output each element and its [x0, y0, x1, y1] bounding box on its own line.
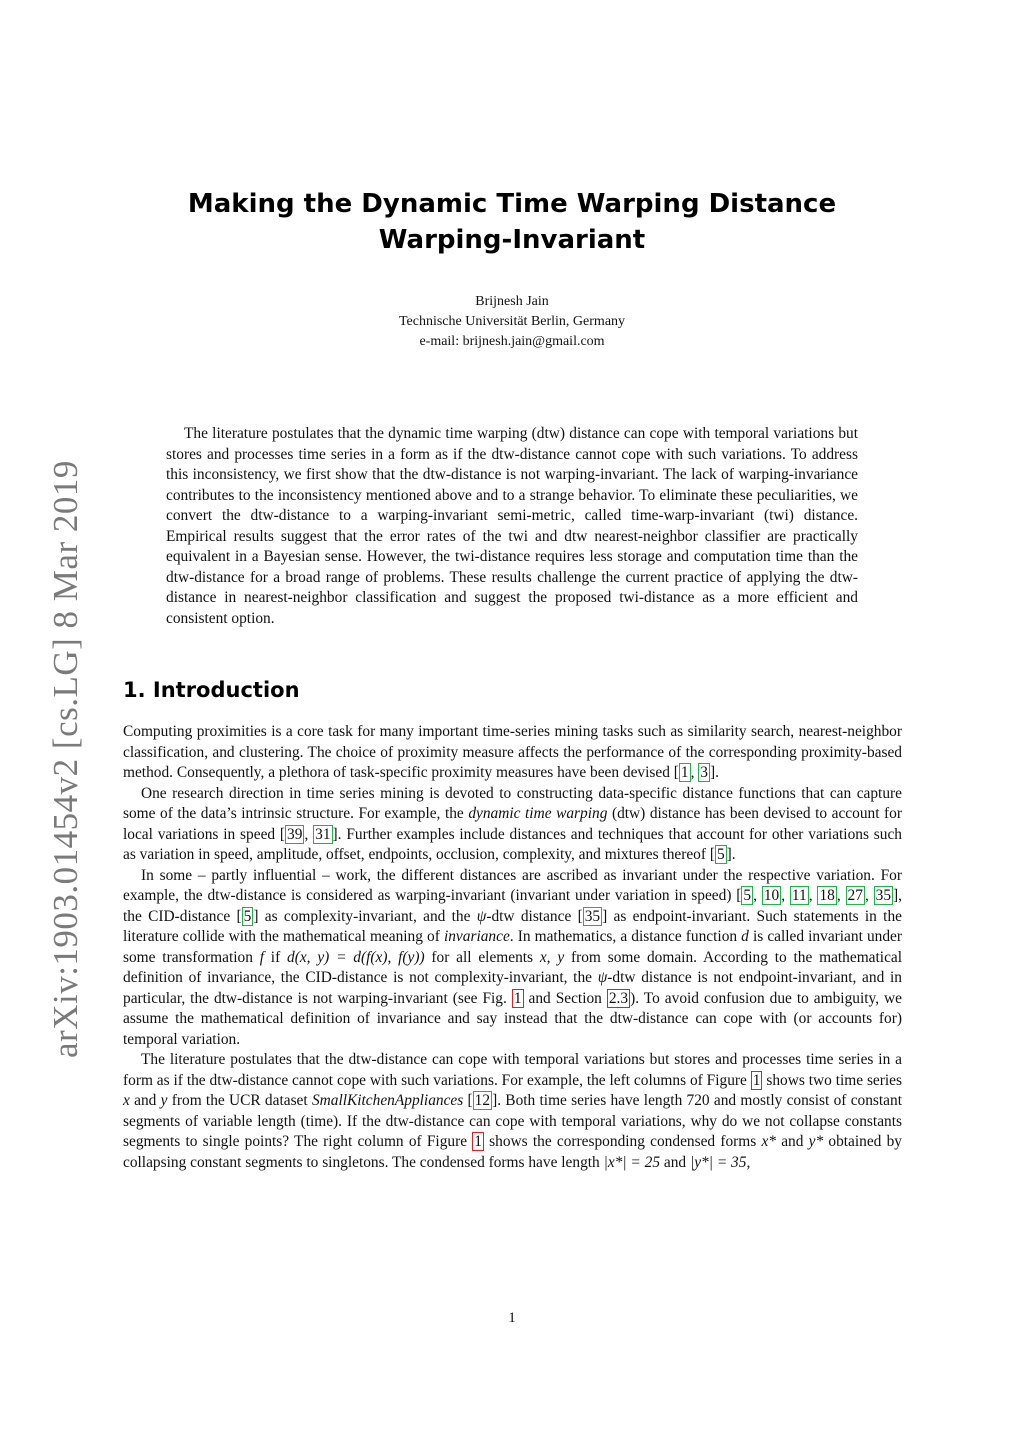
paragraph-2: One research direction in time series mining is devoted to constructing data-specific distance functions that can capture some of the data’s intrinsic structure. For example, the dynamic time warping (dtw) distance has been devised to account for local variations in speed [ 39 , 31 ]. Further examples include distances and techniques that account for other variations such as variation in speed, amplitude, offset, endpoints, occlusion, complexity, and mixtures thereof [ 5 ].	[123, 784, 902, 863]
title-line-1: Making the Dynamic Time Warping Distance	[187, 189, 837, 219]
paragraph-1: Computing proximities is a core task for many important time-series mining tasks such as similarity search, nearest-neighbor classification, and clustering. The choice of proximity measure affects the performance of the corresponding proximity-based method. Consequently, a plethora of task-specific proximity measures have been devised [ 1 , 3 ].	[123, 723, 902, 781]
citation-link[interactable]: 18	[819, 887, 835, 904]
paragraph-4: The literature postulates that the dtw-distance can cope with temporal variations but stores and processes time series in a form as if the dtw-distance cannot cope with such variations. For example, the left columns of Figure 1 shows two time series x and y from the UCR dataset SmallKitchenAppliances [ 12 ]. Both time series have length 720 and mostly consist of constant segments of variable length (time). If the dtw-distance can cope with temporal variations, why do we not collapse constants segments to single points? The right column of Figure 1 shows the corresponding condensed forms x* and y* obtained by collapsing constant segments to singletons. The condensed forms have length |x*| = 25 and |y*| = 35,	[123, 1051, 902, 1171]
citation-link[interactable]: 5	[243, 907, 252, 925]
figure-reference-link[interactable]: 1	[474, 1133, 482, 1150]
paper-title	[150, 186, 874, 258]
figure-reference-link[interactable]: 1	[513, 989, 522, 1007]
citation-link[interactable]: 3	[700, 764, 708, 781]
citation-link[interactable]: 27	[847, 887, 863, 904]
author-name: Brijnesh Jain	[475, 294, 549, 309]
paragraph-3: In some – partly influential – work, the different distances are ascribed as invariant under the respective variation. For example, the dtw-distance is considered as warping-invariant (invariant under variation in speed) [ 5 , 10 , 11 , 18 , 27 , 35 ], the CID-distance [ 5 ] as complexity-invariant, and the ψ-dtw distance [ 35 ] as endpoint-invariant. Such statements in the literature collide with the mathematical meaning of invariance. In mathematics, a distance function d is called invariant under some transformation f if d(x, y) = d(f(x), f(y)) for all elements x, y from some domain. According to the mathematical definition of invariance, the CID-distance is not complexity-invariant, the ψ-dtw distance is not endpoint-invariant, and in particular, the dtw-distance is not warping-invariant (see Fig. 1 and Section 2.3 ). To avoid confusion due to ambiguity, we assume the mathematical definition of invariance and say instead that the dtw-distance can cope with (or accounts for) temporal variation.	[123, 866, 903, 1048]
citation-link[interactable]: 35	[584, 907, 601, 925]
author-affiliation: Technische Universität Berlin, Germany	[398, 314, 626, 329]
arxiv-margin-stamp: arXiv:1903.01454v2 [cs.LG] 8 Mar 2019	[46, 460, 85, 1058]
citation-link[interactable]: 11	[791, 887, 807, 904]
section-heading-introduction: 1. Introduction	[123, 678, 300, 702]
author-email: e-mail: brijnesh.jain@gmail.com	[419, 334, 605, 349]
citation-link[interactable]: 31	[315, 825, 331, 843]
abstract: The literature postulates that the dynamic time warping (dtw) distance can cope with temporal variations but stores and processes time series in a form as if the dtw-distance cannot cope with such variations. To address this inconsistency, we first show that the dtw-distance is not warping-invariant. The lack of warping-invariance contributes to the inconsistency mentioned above and to a strange behavior. To eliminate these peculiarities, we convert the dtw-distance to a warping-invariant semi-metric, called time-warp-invariant (twi) distance. Empirical results suggest that the error rates of the twi and dtw nearest-neighbor classifier are practically equivalent in a Bayesian sense. However, the twi-distance requires less storage and computation time than the dtw-distance for a broad range of problems. These results challenge the current practice of applying the dtw-distance in nearest-neighbor classification and suggest the proposed twi-distance as a more efficient and consistent option.	[166, 425, 858, 627]
citation-link[interactable]: 39	[287, 825, 303, 843]
title-line-2: Warping-Invariant	[378, 225, 646, 255]
citation-link[interactable]: 5	[743, 887, 752, 904]
citation-link[interactable]: 5	[716, 846, 725, 863]
citation-link[interactable]: 35	[875, 887, 892, 904]
citation-link[interactable]: 10	[763, 887, 780, 904]
citation-link[interactable]: 12	[474, 1092, 491, 1109]
figure-reference-link[interactable]: 1	[752, 1071, 761, 1089]
citation-link[interactable]: 1	[680, 764, 689, 781]
introduction-body	[123, 722, 902, 1173]
section-reference-link[interactable]: 2.3	[608, 989, 629, 1007]
author-block	[200, 292, 824, 352]
page-number: 1	[508, 1310, 516, 1326]
